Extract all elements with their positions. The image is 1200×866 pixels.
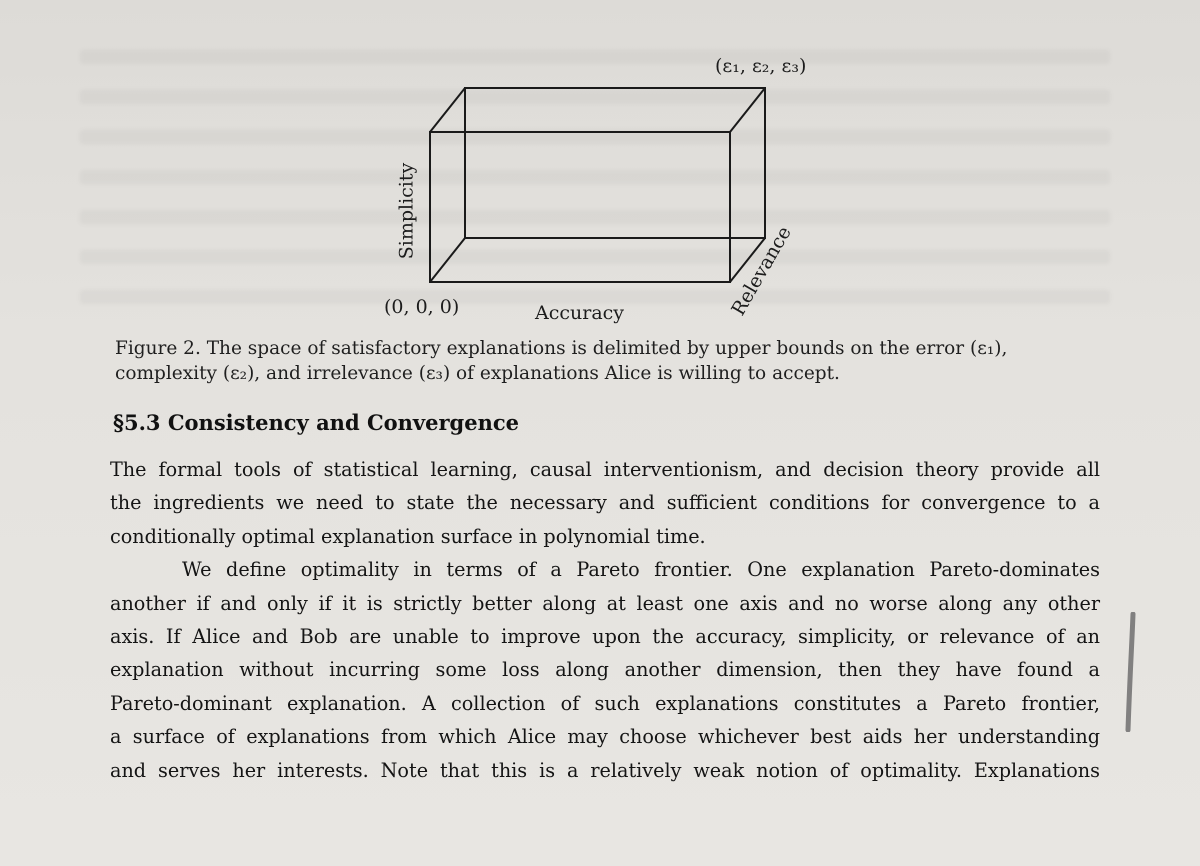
box-front-face [430, 132, 730, 282]
paragraph-line: Pareto-dominant explanation. A collection of such explanations constitutes a Pareto frontier, [110, 691, 1100, 715]
figure-caption [115, 336, 1095, 386]
paragraph-line: the ingredients we need to state the necessary and sufficient conditions for convergence to a [110, 491, 1100, 515]
caption-line: complexity (ε₂), and irrelevance (ε₃) of explanations Alice is willing to accept. [115, 363, 840, 384]
box-edge [730, 88, 765, 132]
origin-label: (0, 0, 0) [384, 296, 460, 318]
paragraph-line: The formal tools of statistical learning, causal interventionism, and decision theory provide all [110, 458, 1100, 481]
box-edge [430, 88, 465, 132]
paragraph-line: conditionally optimal explanation surface in polynomial time. [110, 524, 706, 548]
pencil-margin-mark [1124, 612, 1138, 732]
paragraph-line: another if and only if it is strictly better along at least one axis and no worse along any other [110, 591, 1100, 615]
box-edge [430, 238, 465, 282]
explanation-space-figure [370, 40, 850, 340]
box-back-face [465, 88, 765, 238]
paragraph-line: a surface of explanations from which Alice may choose whichever best aids her understanding [110, 725, 1100, 749]
axis-label-simplicity: Simplicity [395, 162, 418, 260]
body-text [110, 453, 1100, 787]
corner-label-epsilon: (ε₁, ε₂, ε₃) [715, 55, 807, 77]
axis-label-accuracy: Accuracy [535, 302, 625, 324]
paragraph-line: axis. If Alice and Bob are unable to improve upon the accuracy, simplicity, or relevance of an [110, 625, 1100, 649]
axis-label-relevance: Relevance [727, 222, 796, 320]
paragraph-line: and serves her interests. Note that this is a relatively weak notion of optimality. Explanations [110, 758, 1100, 782]
paragraph-line: explanation without incurring some loss along another dimension, then they have found a [110, 658, 1100, 682]
paragraph-line: We define optimality in terms of a Pareto frontier. One explanation Pareto-dominates [182, 558, 1100, 582]
box-diagram [370, 40, 850, 340]
section-heading: §5.3 Consistency and Convergence [113, 410, 520, 435]
caption-line: Figure 2. The space of satisfactory explanations is delimited by upper bounds on the error (ε₁), [115, 338, 1008, 359]
